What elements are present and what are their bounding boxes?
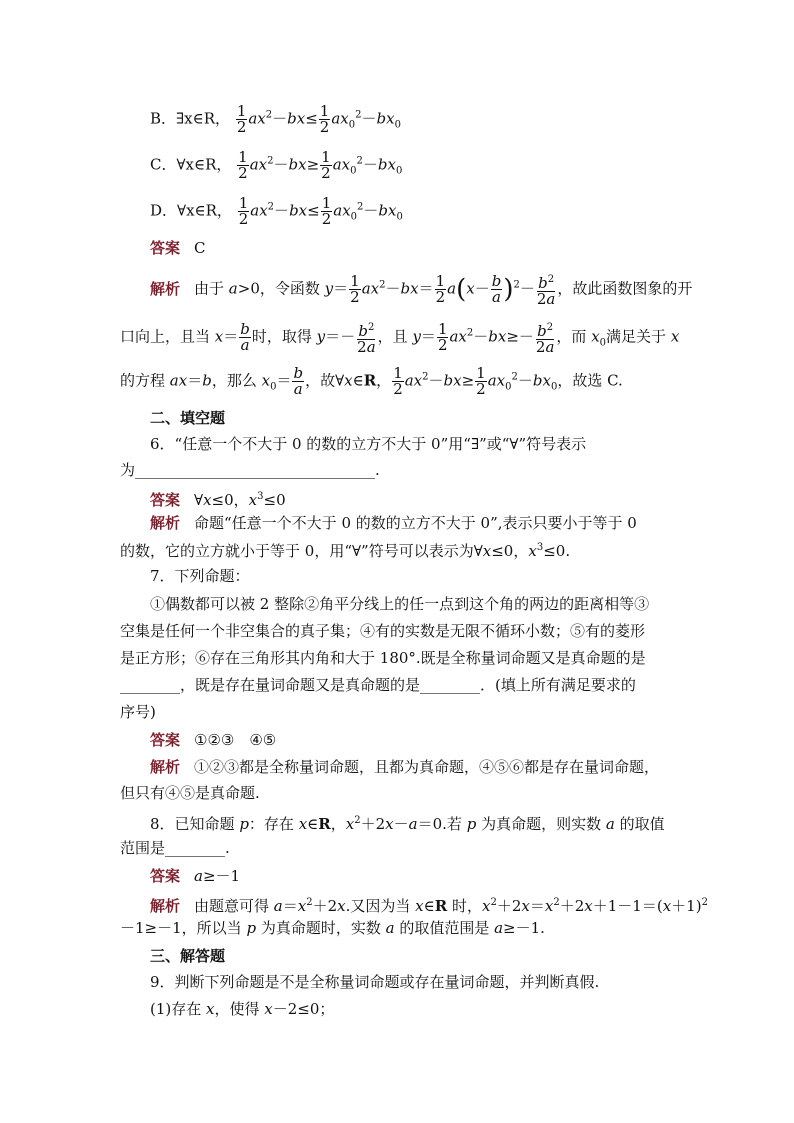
q6-answer: 答案 ∀x≤0，$x^3\le 0$ — [150, 491, 286, 509]
q5-analysis-line1: 解析 由于 a>0，令函数 y＝ $\frac{1}{2}$ $ax^2-bx=$ $\frac{1}{2}$ a(x－ $\frac{b}{a}$ )$^2$－ $\frac{b^2}{2a}$ ，故此函数图象的开 — [150, 272, 693, 308]
q8-answer: 答案 a≥－1 — [150, 867, 241, 885]
q7-answer: 答案 ①②③ ④⑤ — [150, 731, 277, 749]
q5-analysis-line2: 口向上，且当 x＝ $\frac{b}{a}$ 时，取得 y＝－ $\frac{b^2}{2a}$ ，且 y＝ $\frac{1}{2}$ $ax^2-bx\ge-$ $\frac{b^2}{2a}$ ，而 $x_0$满足关于 x — [120, 320, 680, 356]
q9-item1: (1)存在 x，使得 x－2≤0； — [150, 1000, 335, 1018]
q7-line4: ________，既是存在量词命题又是真命题的是________．(填上所有满足要求的 — [120, 676, 636, 694]
q5-analysis-line3: 的方程 ax＝b，那么 $x_0=$ $\frac{b}{a}$ ，故∀x∈R， $\frac{1}{2}$ $ax^2-bx\ge$ $\frac{1}{2}$ $ax_0^2-bx_0$，故选 C. — [120, 364, 623, 398]
q7-line1: ①偶数都可以被 2 整除②角平分线上的任一点到这个角的两边的距离相等③ — [150, 595, 650, 613]
section-fill-blank: 二、填空题 — [150, 409, 226, 427]
q6-stem: 6．“任意一个不大于 0 的数的立方不大于 0”用“∃”或“∀”符号表示 — [150, 435, 587, 453]
q8-stem: 8．已知命题 p：存在 x∈R，$x^2+2x-a=0$.若 p 为真命题，则实数 a 的取值 — [150, 815, 665, 833]
option-b: B．∃x∈R， $\frac{1}{2}$ $ax^2-bx\le$ $\frac{1}{2}$ $ax_0^2-bx_0$ — [150, 102, 401, 136]
q9-stem: 9．判断下列命题是不是全称量词命题或存在量词命题，并判断真假. — [150, 973, 600, 991]
q8-analysis2: －1≥－1，所以当 p 为真命题时，实数 a 的取值范围是 a≥－1. — [120, 919, 545, 937]
q6-analysis2: 的数，它的立方就小于等于 0，用“∀”符号可以表示为∀x≤0，$x^3\le 0$. — [120, 542, 571, 560]
q7-line5: 序号) — [120, 703, 156, 721]
q7-analysis: 解析 ①②③都是全称量词命题，且都为真命题，④⑤⑥都是存在量词命题， — [150, 758, 660, 776]
q8-stem2: 范围是________. — [120, 839, 230, 857]
q6-stem2: 为________________________________. — [120, 461, 380, 479]
q7-line2: 空集是任何一个非空集合的真子集；④有的实数是无限不循环小数；⑤有的菱形 — [120, 622, 646, 640]
option-c: C．∀x∈R， $\frac{1}{2}$ $ax^2-bx\ge$ $\frac{1}{2}$ $ax_0^2-bx_0$ — [150, 148, 403, 182]
section-answer: 三、解答题 — [150, 947, 226, 965]
option-d: D．∀x∈R， $\frac{1}{2}$ $ax^2-bx\le$ $\frac{1}{2}$ $ax_0^2-bx_0$ — [150, 194, 403, 228]
q8-analysis: 解析 由题意可得 $a=x^2+2x$.又因为当 x∈R 时，$x^2+2x=x^2+2x+1-1=(x+1)^2$ — [150, 897, 708, 915]
fraction: $\frac{1}{2}$ — [236, 102, 247, 136]
q7-stem: 7．下列命题： — [150, 567, 250, 585]
q7-line3: 是正方形；⑥存在三角形其内角和大于 180°.既是全称量词命题又是真命题的是 — [120, 649, 646, 667]
q5-answer: 答案 C — [150, 239, 206, 257]
q6-analysis: 解析 命题“任意一个不大于 0 的数的立方不大于 0”,表示只要小于等于 0 — [150, 514, 637, 532]
q7-analysis2: 但只有④⑤是真命题. — [120, 784, 260, 802]
